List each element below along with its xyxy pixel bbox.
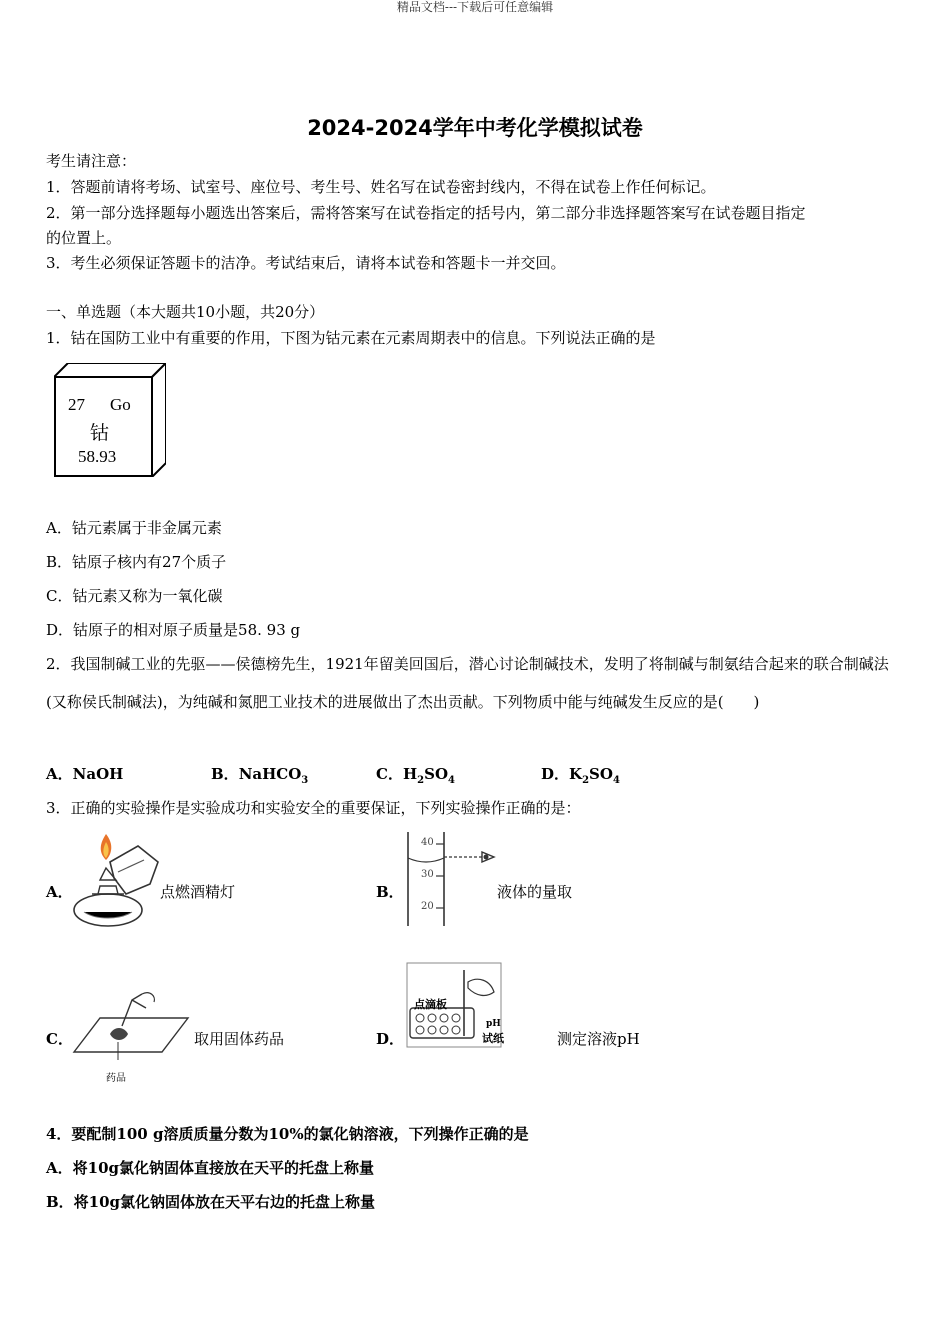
q3-stem: 3．正确的实验操作是实验成功和实验安全的重要保证，下列实验操作正确的是： <box>46 799 581 817</box>
notice-item-3: 3．考生必须保证答题卡的洁净。考试结束后，请将本试卷和答题卡一并交回。 <box>46 254 566 272</box>
atomic-number: 27 <box>68 395 85 414</box>
q3-option-b-label: B． <box>376 883 404 901</box>
cylinder-tick-30: 30 <box>421 869 434 880</box>
dropping-plate-label: 点滴板 <box>414 998 447 1011</box>
q2-stem: 2．我国制碱工业的先驱——侯德榜先生，1921年留美回国后，潜心讨论制碱技术，发明了将制碱与制氨结合起来的联合制碱法(又称侯氏制碱法)，为纯碱和氮肥工业技术的进展做出了杰出贡献。下列物质中能与纯碱发生反应的是( ) <box>46 655 889 711</box>
q3-option-c-text: 取用固体药品 <box>194 1030 285 1048</box>
section-heading: 一、单选题（本大题共10小题，共20分） <box>46 303 325 321</box>
alcohol-lamp-lighting-image <box>70 832 162 930</box>
test-paper-label: 试纸 <box>482 1032 504 1045</box>
reagent-label: 药品 <box>106 1073 126 1084</box>
notice-item-2: 2．第一部分选择题每小题选出答案后，需将答案写在试卷指定的括号内，第二部分非选择题答案写在试卷题目指定 <box>46 204 806 222</box>
q1-option-d: D．钴原子的相对原子质量是58. 93 g <box>46 621 301 639</box>
q4-option-a: A．将10g氯化钠固体直接放在天平的托盘上称量 <box>46 1159 375 1177</box>
notice-item-1: 1．答题前请将考场、试室号、座位号、考生号、姓名写在试卷密封线内，不得在试卷上作任何标记。 <box>46 178 716 196</box>
q3-option-c-label: C． <box>46 1030 73 1048</box>
q2-option-a: A．NaOH <box>46 765 124 783</box>
q3-option-a-label: A． <box>46 883 73 901</box>
cylinder-tick-40: 40 <box>421 837 434 848</box>
q1-option-b: B．钴原子核内有27个质子 <box>46 553 227 571</box>
page-header: 精品文档---下载后可任意编辑 <box>396 0 554 14</box>
graduated-cylinder-image <box>402 832 498 928</box>
element-symbol: Go <box>110 395 131 414</box>
q1-option-c: C．钴元素又称为一氧化碳 <box>46 587 223 605</box>
notice-item-2-cont: 的位置上。 <box>46 229 122 247</box>
atomic-mass: 58.93 <box>78 447 117 466</box>
q3-option-a-text: 点燃酒精灯 <box>160 883 236 901</box>
q4-stem: 4．要配制100 g溶质质量分数为10%的氯化钠溶液，下列操作正确的是 <box>46 1125 529 1143</box>
q2-option-d: D．$K_2SO_4$ <box>541 765 620 786</box>
cylinder-tick-20: 20 <box>421 901 434 912</box>
q3-option-b-text: 液体的量取 <box>497 883 573 901</box>
q1-option-a: A．钴元素属于非金属元素 <box>46 519 222 537</box>
element-name: 钴 <box>90 422 110 444</box>
ph-label: pH <box>486 1019 501 1029</box>
q2-option-b: B．NaHCO$_3$ <box>211 765 309 786</box>
solid-reagent-image <box>70 990 190 1064</box>
q3-option-d-text: 测定溶液pH <box>557 1030 640 1048</box>
notice-heading: 考生请注意： <box>46 152 137 170</box>
page-title: 2024-2024学年中考化学模拟试卷 <box>307 116 643 140</box>
q3-option-d-label: D． <box>376 1030 405 1048</box>
q1-stem: 1．钴在国防工业中有重要的作用，下图为钴元素在元素周期表中的信息。下列说法正确的是 <box>46 329 656 347</box>
element-cell <box>54 363 166 477</box>
q2-option-c: C．$H_2SO_4$ <box>376 765 455 786</box>
q4-option-b: B．将10g氯化钠固体放在天平右边的托盘上称量 <box>46 1193 376 1211</box>
